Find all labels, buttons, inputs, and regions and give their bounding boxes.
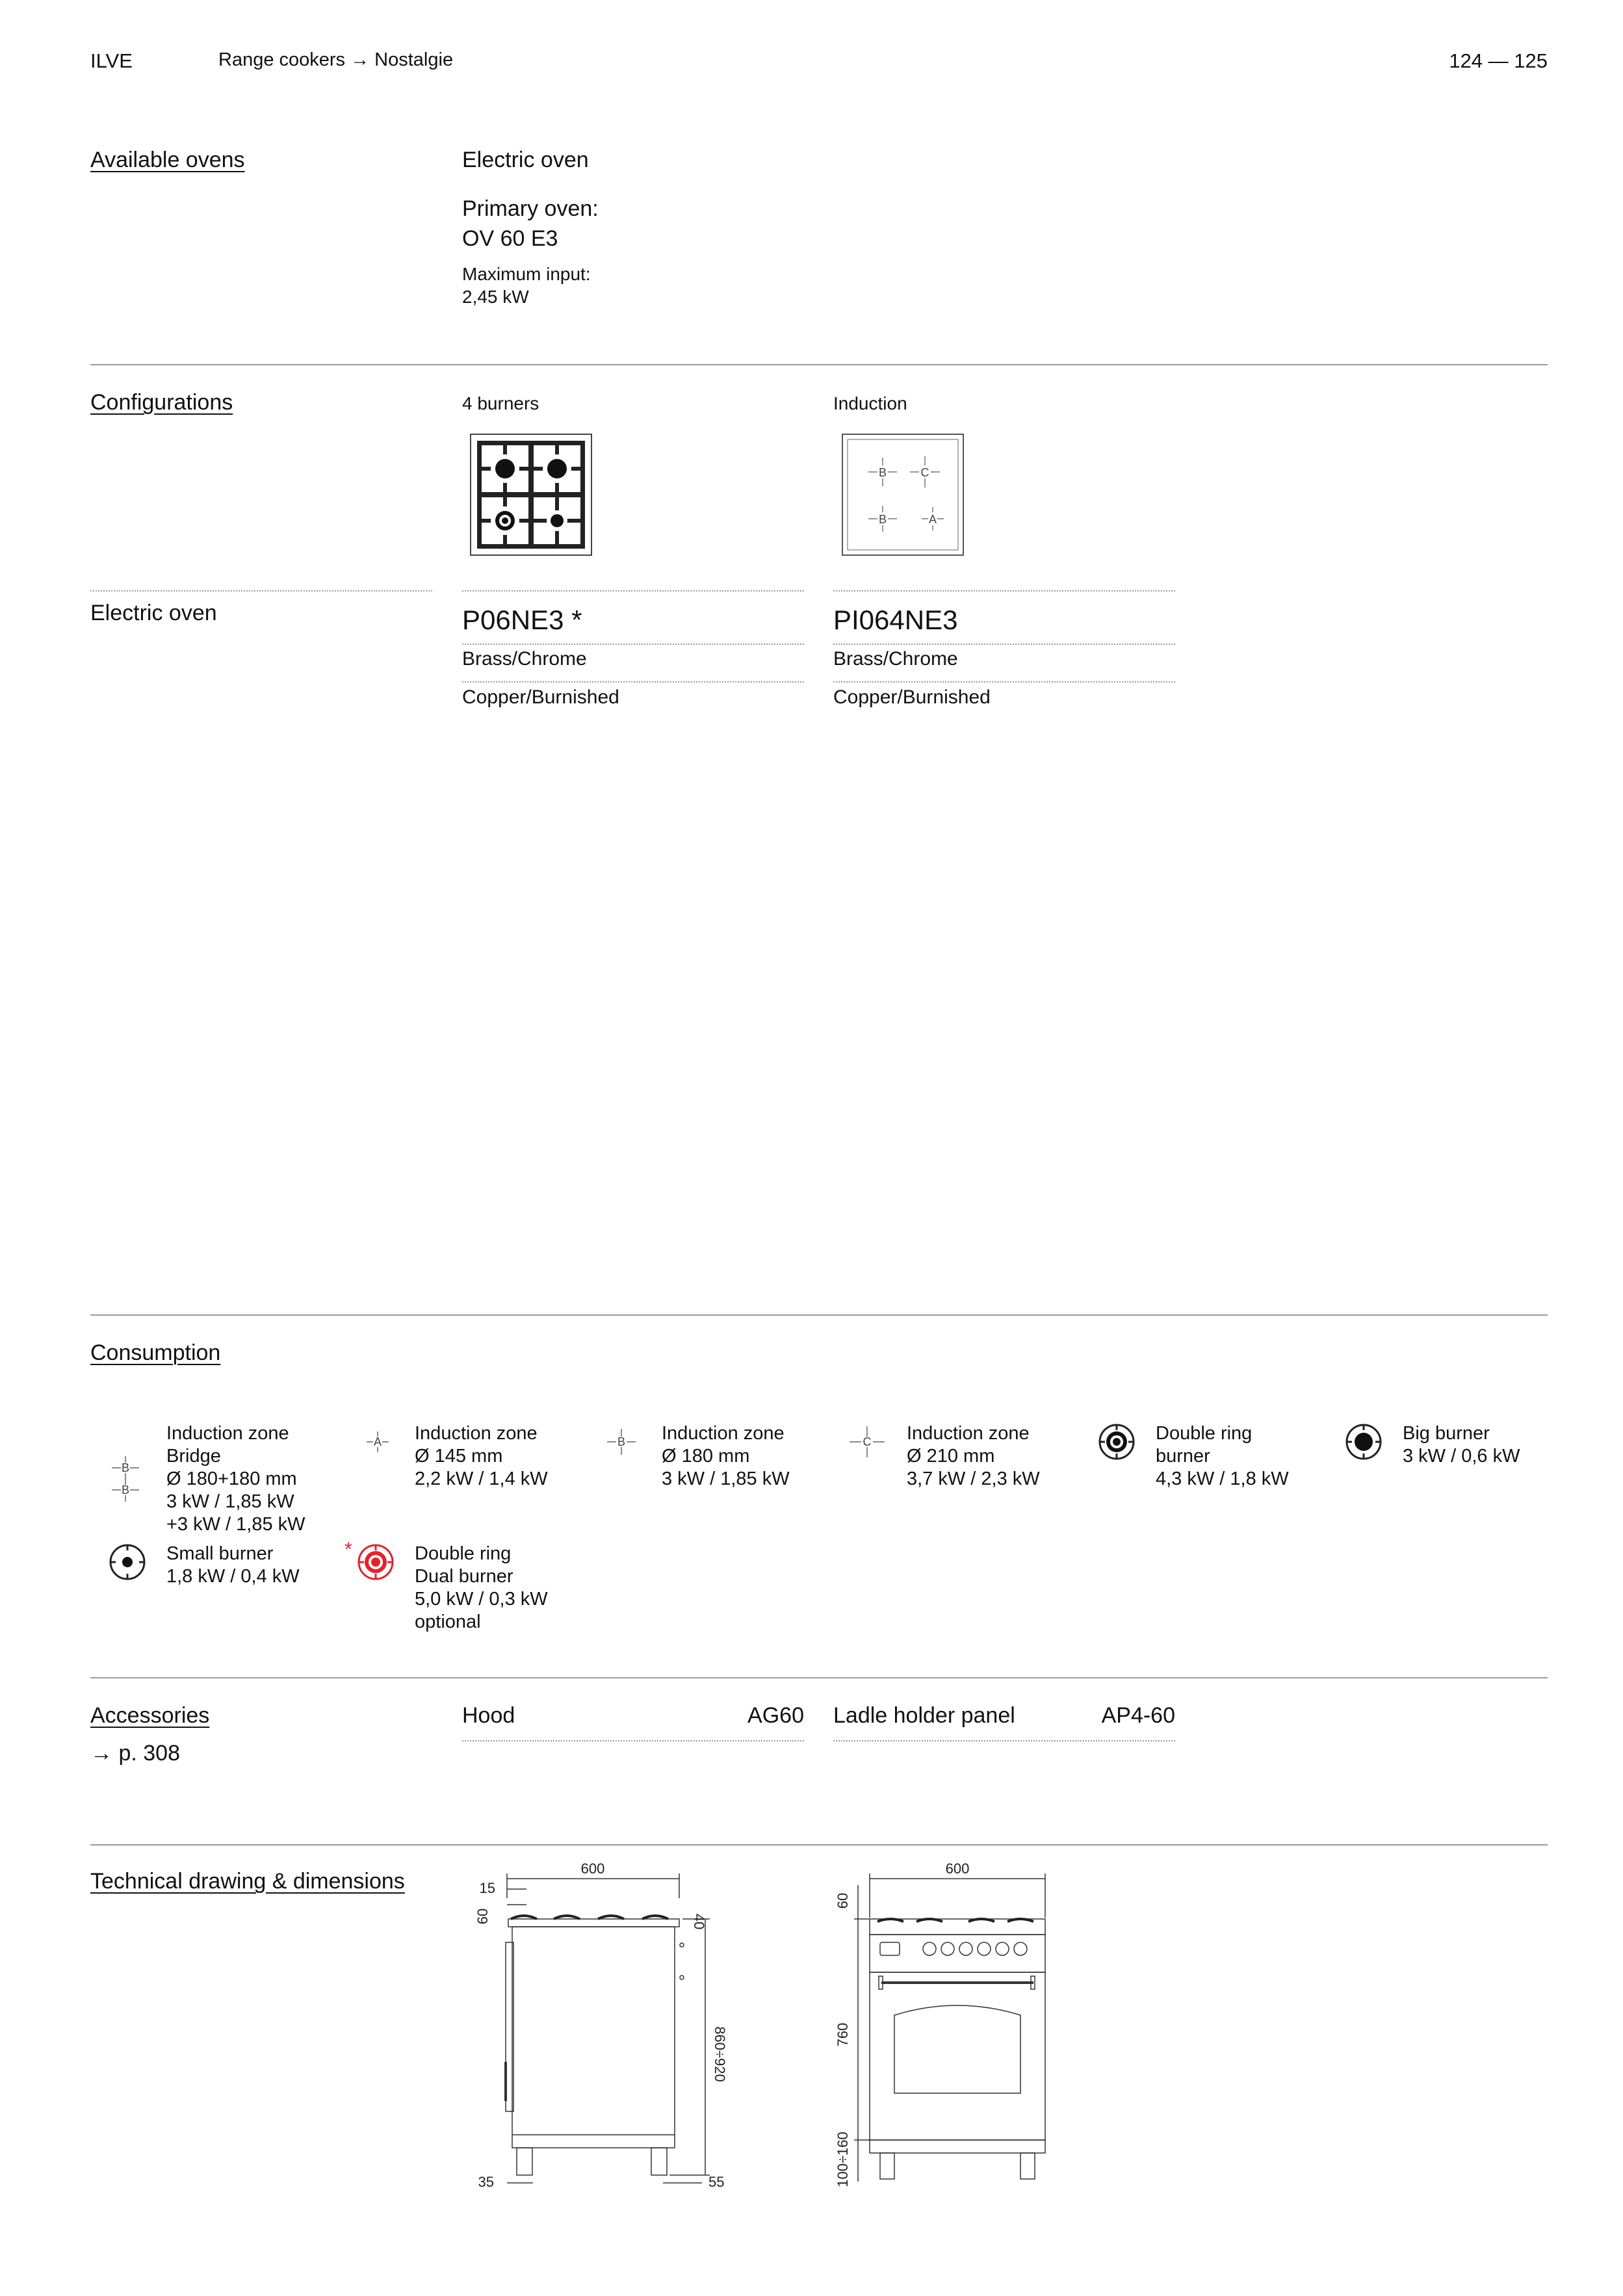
legend-line: Ø 145 mm <box>415 1446 503 1467</box>
legend-line: burner <box>1156 1446 1210 1467</box>
legend-text <box>166 1422 305 1536</box>
legend-line: Bridge <box>166 1446 221 1467</box>
divider <box>90 364 1548 365</box>
dim-front-width: 600 <box>945 1860 970 1877</box>
legend-line: Induction zone <box>662 1423 785 1444</box>
zone-label-b2: B <box>878 513 887 526</box>
double-ring-burner-icon <box>1097 1422 1143 1468</box>
dotted-rule <box>462 681 804 683</box>
oven-type: Electric oven <box>462 148 589 172</box>
finish-copper-burnished: Copper/Burnished <box>462 686 619 708</box>
primary-oven <box>462 194 599 254</box>
divider <box>90 1844 1548 1846</box>
induction-zone-a-icon <box>356 1422 402 1468</box>
dotted-rule <box>833 590 1175 592</box>
zone-letter: C <box>863 1435 872 1448</box>
optional-asterisk: * <box>344 1539 352 1560</box>
legend-line: 3 kW / 1,85 kW <box>662 1468 790 1489</box>
config-title-4-burners: 4 burners <box>462 393 539 413</box>
accessory-hood-code: AG60 <box>747 1703 804 1728</box>
finish-brass-chrome: Brass/Chrome <box>462 648 587 670</box>
dim-side-height: 860÷920 <box>712 2026 728 2082</box>
induction-bridge-icon-lower <box>108 1468 153 1513</box>
dotted-rule <box>833 644 1175 645</box>
divider <box>90 1677 1548 1678</box>
dual-burner-icon <box>356 1543 402 1588</box>
zone-label-a: A <box>928 513 937 526</box>
legend-line: Double ring <box>415 1543 512 1564</box>
legend-line: 5,0 kW / 0,3 kW <box>415 1589 548 1610</box>
legend-line: Induction zone <box>415 1423 538 1444</box>
legend-line: 3 kW / 1,85 kW <box>166 1491 294 1512</box>
legend-line: Small burner <box>166 1543 274 1564</box>
max-input-label: Maximum input: <box>462 264 591 284</box>
dim-side-foot: 35 <box>478 2174 494 2190</box>
legend-line: 3,7 kW / 2,3 kW <box>907 1468 1040 1489</box>
legend-line: 3 kW / 0,6 kW <box>1403 1446 1520 1467</box>
zone-letter: B <box>121 1461 130 1474</box>
dim-side-top: 15 <box>479 1880 495 1896</box>
accessories-label: Accessories <box>90 1703 210 1728</box>
legend-line: 2,2 kW / 1,4 kW <box>415 1468 548 1489</box>
finish-brass-chrome: Brass/Chrome <box>833 648 958 670</box>
brand: ILVE <box>90 49 133 72</box>
legend-text <box>1403 1422 1520 1468</box>
legend-line: Ø 210 mm <box>907 1446 995 1467</box>
induction-hob-diagram <box>841 433 965 556</box>
legend-line: Induction zone <box>907 1423 1030 1444</box>
legend-text <box>662 1422 790 1491</box>
dotted-rule <box>833 1740 1175 1742</box>
accessories-page-link[interactable]: → p. 308 <box>90 1741 180 1766</box>
legend-text <box>1156 1422 1289 1491</box>
dim-front-legs: 100÷160 <box>835 2132 851 2187</box>
max-input <box>462 263 591 308</box>
configurations-label: Configurations <box>90 390 233 415</box>
zone-letter: B <box>121 1483 130 1496</box>
legend-text <box>415 1422 548 1491</box>
dim-side-back: 40 <box>691 1913 707 1930</box>
legend-text <box>166 1543 300 1588</box>
primary-oven-label: Primary oven: <box>462 196 599 221</box>
induction-zone-b-icon <box>603 1422 649 1468</box>
divider <box>90 1314 1548 1316</box>
legend-line: Ø 180 mm <box>662 1446 750 1467</box>
induction-zone-c-icon <box>848 1422 894 1468</box>
legend-text <box>907 1422 1040 1491</box>
available-ovens-label: Available ovens <box>90 148 245 172</box>
page-numbers: 124 — 125 <box>1449 49 1548 72</box>
side-view-drawing <box>468 1859 754 2197</box>
zone-label-b: B <box>878 466 887 479</box>
dotted-rule <box>462 590 804 592</box>
config-title-induction: Induction <box>833 393 907 413</box>
dotted-rule <box>462 1740 804 1742</box>
legend-line: Dual burner <box>415 1566 513 1587</box>
legend-line: Double ring <box>1156 1423 1253 1444</box>
four-burner-hob-diagram <box>469 433 593 556</box>
legend-line: Big burner <box>1403 1423 1490 1444</box>
dotted-rule <box>833 681 1175 683</box>
accessory-ladle-code: AP4-60 <box>1101 1703 1175 1728</box>
primary-oven-model: OV 60 E3 <box>462 226 558 251</box>
legend-line: Ø 180+180 mm <box>166 1468 297 1489</box>
dim-front-top: 60 <box>835 1892 851 1909</box>
finish-copper-burnished: Copper/Burnished <box>833 686 991 708</box>
zone-letter: B <box>617 1435 626 1448</box>
model-pi064ne3: PI064NE3 <box>833 605 958 635</box>
accessory-ladle-name: Ladle holder panel <box>833 1703 1015 1728</box>
technical-drawing-label: Technical drawing & dimensions <box>90 1869 405 1894</box>
small-burner-icon <box>108 1543 153 1588</box>
accessory-hood-name: Hood <box>462 1703 515 1728</box>
dim-side-width: 600 <box>580 1860 605 1877</box>
dotted-rule <box>462 644 804 645</box>
model-p06ne3: P06NE3 * <box>462 605 582 635</box>
front-view-drawing <box>832 1859 1066 2197</box>
max-input-value: 2,45 kW <box>462 287 529 307</box>
zone-letter: A <box>373 1435 382 1448</box>
dim-side-depth: 55 <box>708 2174 725 2190</box>
legend-line: +3 kW / 1,85 kW <box>166 1514 305 1535</box>
dotted-rule <box>90 590 432 592</box>
zone-label-c: C <box>920 466 929 479</box>
dim-front-body: 760 <box>835 2022 851 2047</box>
consumption-label: Consumption <box>90 1340 221 1365</box>
big-burner-icon <box>1344 1422 1390 1468</box>
electric-oven-row-label: Electric oven <box>90 601 217 625</box>
legend-line: 1,8 kW / 0,4 kW <box>166 1566 300 1587</box>
legend-line: 4,3 kW / 1,8 kW <box>1156 1468 1289 1489</box>
legend-text <box>415 1543 548 1634</box>
breadcrumb: Range cookers → Nostalgie <box>218 49 454 70</box>
dim-side-hob: 60 <box>474 1908 491 1925</box>
legend-line: Induction zone <box>166 1423 289 1444</box>
legend-line: optional <box>415 1611 481 1632</box>
